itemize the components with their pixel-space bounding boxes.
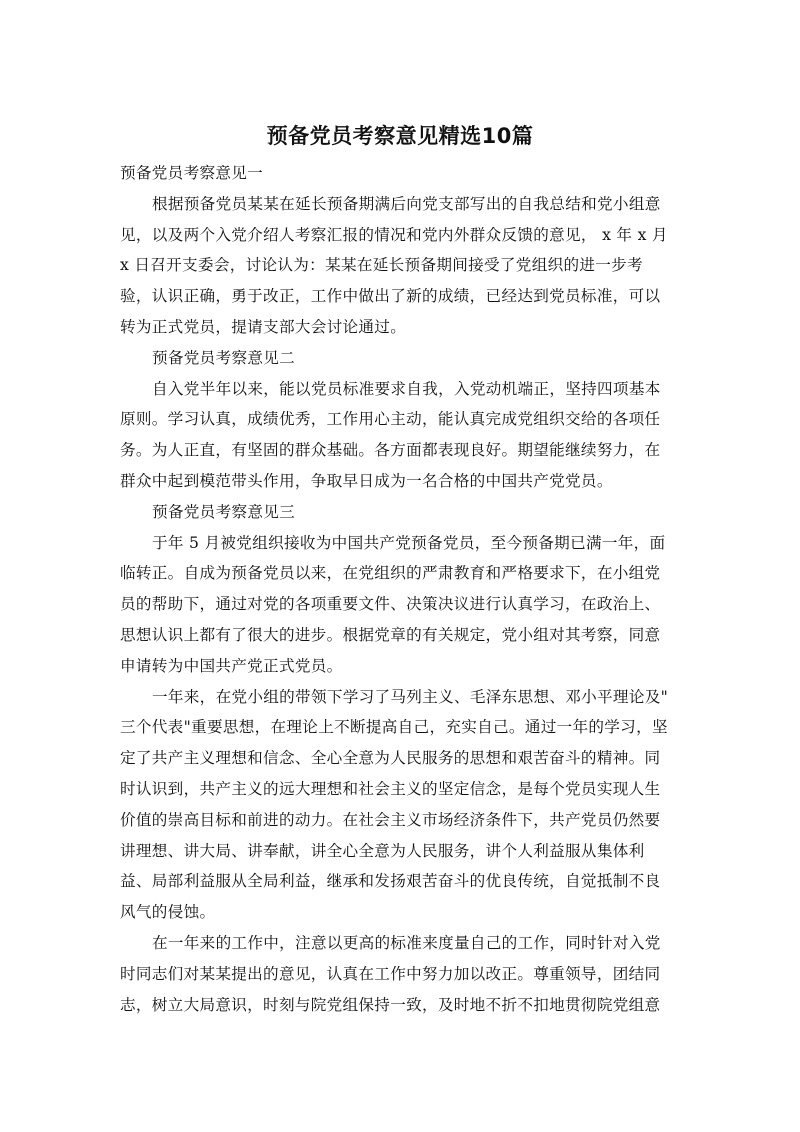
text-line: 务。为人正直，有坚固的群众基础。各方面都表现良好。期望能继续努力，在 xyxy=(120,441,661,460)
text-line: 预备党员考察意见二 xyxy=(152,348,296,367)
text-line: 于年 5 月被党组织接收为中国共产党预备党员，至今预备期已满一年，面 xyxy=(152,533,666,552)
text-line: 时认识到，共产主义的远大理想和社会主义的坚定信念，是每个党员实现人生 xyxy=(120,779,661,798)
text-line: 三个代表"重要思想，在理论上不断提高自己，充实自己。通过一年的学习，坚 xyxy=(120,718,668,737)
text-line: 验，认识正确，勇于改正，工作中做出了新的成绩，已经达到党员标准，可以 xyxy=(120,287,661,306)
text-line: 思想认识上都有了很大的进步。根据党章的有关规定，党小组对其考察，同意 xyxy=(120,625,661,644)
text-line: 申请转为中国共产党正式党员。 xyxy=(120,656,343,675)
text-line: 时同志们对某某提出的意见，认真在工作中努力加以改正。尊重领导，团结同 xyxy=(120,964,661,983)
text-line: 员的帮助下，通过对党的各项重要文件、决策决议进行认真学习，在政治上、 xyxy=(120,595,661,614)
text-line: 志，树立大局意识，时刻与院党组保持一致，及时地不折不扣地贯彻院党组意 xyxy=(120,995,661,1014)
document-body xyxy=(120,158,680,1020)
text-line: 讲理想、讲大局、讲奉献，讲全心全意为人民服务，讲个人利益服从集体利 xyxy=(120,841,645,860)
text-line: 临转正。自成为预备党员以来，在党组织的严肃教育和严格要求下，在小组党 xyxy=(120,564,661,583)
document-title: 预备党员考察意见精选10篇 xyxy=(266,124,534,148)
text-line: 预备党员考察意见一 xyxy=(120,164,264,182)
text-line: 预备党员考察意见三 xyxy=(152,502,296,521)
text-line: 一年来，在党小组的带领下学习了马列主义、毛泽东思想、邓小平理论及" xyxy=(152,687,669,706)
text-line: 益、局部利益服从全局利益，继承和发扬艰苦奋斗的优良传统，自觉抵制不良 xyxy=(120,872,661,891)
text-line: 在一年来的工作中，注意以更高的标准来度量自己的工作，同时针对入党 xyxy=(152,933,661,952)
text-line: 自入党半年以来，能以党员标准要求自我，入党动机端正，坚持四项基本 xyxy=(152,379,661,398)
text-line: 群众中起到模范带头作用，争取早日成为一名合格的中国共产党党员。 xyxy=(120,471,613,490)
text-line: 价值的崇高目标和前进的动力。在社会主义市场经济条件下，共产党员仍然要 xyxy=(120,810,661,829)
text-line: 见，以及两个入党介绍人考察汇报的情况和党内外群众反馈的意见， x 年 x 月 xyxy=(120,225,668,244)
text-line: 风气的侵蚀。 xyxy=(120,903,216,922)
text-line: x 日召开支委会，讨论认为：某某在延长预备期间接受了党组织的进一步考 xyxy=(120,256,643,275)
text-line: 转为正式党员，提请支部大会讨论通过。 xyxy=(120,317,407,336)
text-line: 根据预备党员某某在延长预备期满后向党支部写出的自我总结和党小组意 xyxy=(152,194,661,213)
text-line: 原则。学习认真，成绩优秀，工作用心主动，能认真完成党组织交给的各项任 xyxy=(120,410,661,429)
text-line: 定了共产主义理想和信念、全心全意为人民服务的思想和艰苦奋斗的精神。同 xyxy=(120,749,661,768)
